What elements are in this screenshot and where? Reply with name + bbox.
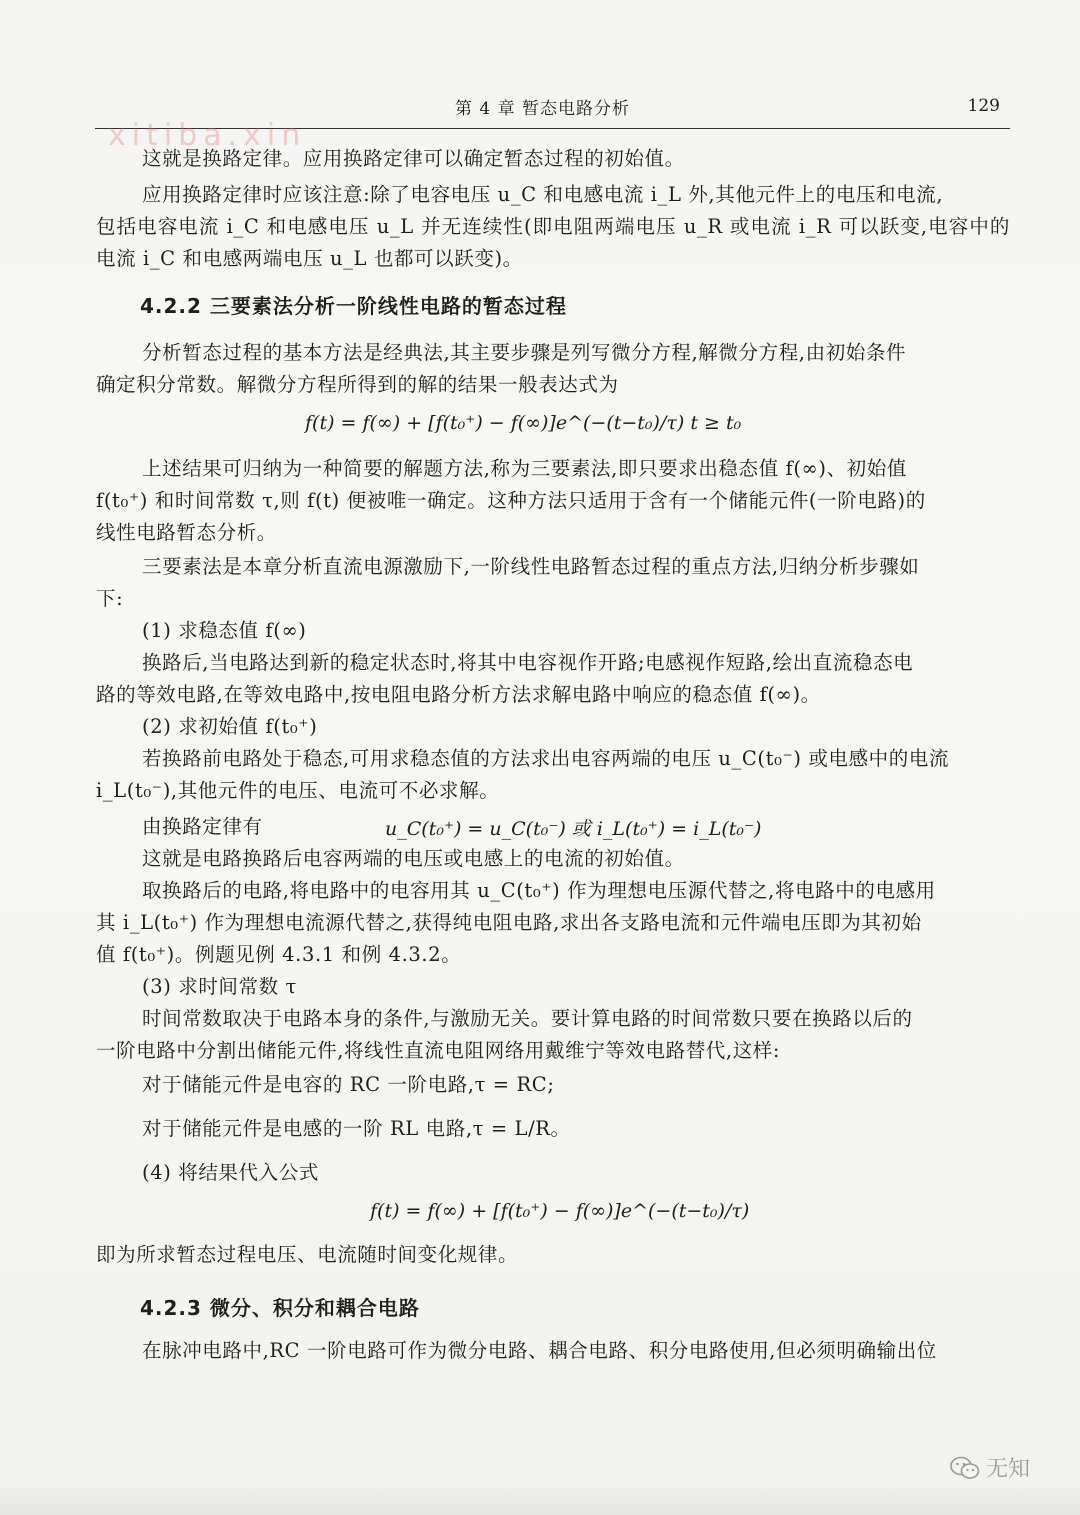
- paragraph-line: 在脉冲电路中,RC 一阶电路可作为微分电路、耦合电路、积分电路使用,但必须明确输出位: [142, 1339, 937, 1362]
- paragraph-line: 线性电路暂态分析。: [96, 521, 277, 544]
- paragraph-line: 上述结果可归纳为一种简要的解题方法,称为三要素法,即只要求出稳态值 f(∞)、初始值: [142, 457, 907, 480]
- paragraph-line: 时间常数取决于电路本身的条件,与激励无关。要计算电路的时间常数只要在换路以后的: [142, 1007, 913, 1030]
- paragraph-line: f(t₀⁺) 和时间常数 τ,则 f(t) 便被唯一确定。这种方法只适用于含有一个储能元件(一阶电路)的: [96, 489, 926, 512]
- paragraph-line: 确定积分常数。解微分方程所得到的解的结果一般表达式为: [96, 373, 619, 396]
- paragraph-line: 电流 i_C 和电感两端电压 u_L 也都可以跃变)。: [96, 247, 523, 270]
- step-heading: (2) 求初始值 f(t₀⁺): [142, 715, 318, 738]
- paragraph-line: 取换路后的电路,将电路中的电容用其 u_C(t₀⁺) 作为理想电压源代替之,将电路中的电感用: [142, 879, 936, 902]
- source-logo-text: 无知: [986, 1457, 1031, 1482]
- paragraph-line: 由换路定律有: [142, 815, 263, 838]
- paragraph-line: i_L(t₀⁻),其他元件的电压、电流可不必求解。: [96, 779, 500, 802]
- paragraph-line: 其 i_L(t₀⁺) 作为理想电流源代替之,获得纯电阻电路,求出各支路电流和元件端电压即为其初始: [96, 911, 922, 934]
- source-logo: [950, 1452, 1030, 1483]
- paragraph-line: 包括电容电流 i_C 和电感电压 u_L 并无连续性(即电阻两端电压 u_R 或电流 i_R 可以跃变,电容中的: [96, 215, 1010, 238]
- paragraph-line: 下:: [96, 587, 124, 610]
- paragraph-line: 这就是电路换路后电容两端的电压或电感上的电流的初始值。: [142, 847, 685, 870]
- step-heading: (4) 将结果代入公式: [142, 1161, 319, 1184]
- paragraph-line: 分析暂态过程的基本方法是经典法,其主要步骤是列写微分方程,解微分方程,由初始条件: [142, 341, 907, 364]
- paragraph-line: 即为所求暂态过程电压、电流随时间变化规律。: [96, 1243, 519, 1266]
- watermark-text: xitiba.xin: [108, 118, 307, 153]
- paragraph-line: 应用换路定律时应该注意:除了电容电压 u_C 和电感电流 i_L 外,其他元件上的电压和电流,: [142, 183, 944, 206]
- paragraph-line: 对于储能元件是电感的一阶 RL 电路,τ = L/R。: [142, 1117, 571, 1140]
- page-bottom-edge: [0, 1488, 1080, 1515]
- paragraph-line: 若换路前电路处于稳态,可用求稳态值的方法求出电容两端的电压 u_C(t₀⁻) 或电感中的电流: [142, 747, 950, 770]
- formula: u_C(t₀⁺) = u_C(t₀⁻) 或 i_L(t₀⁺) = i_L(t₀⁻): [385, 818, 762, 840]
- step-heading: (1) 求稳态值 f(∞): [142, 619, 307, 642]
- wechat-icon: [950, 1455, 980, 1481]
- chapter-title: 第 4 章 暂态电路分析: [455, 99, 631, 119]
- formula: f(t) = f(∞) + [f(t₀⁺) − f(∞)]e^(−(t−t₀)/τ): [370, 1200, 750, 1222]
- section-heading: 4.2.3 微分、积分和耦合电路: [140, 1296, 420, 1320]
- formula: f(t) = f(∞) + [f(t₀⁺) − f(∞)]e^(−(t−t₀)/τ) t ≥ t₀: [305, 412, 742, 434]
- paragraph-line: 这就是换路定律。应用换路定律可以确定暂态过程的初始值。: [142, 147, 685, 170]
- paragraph-line: 对于储能元件是电容的 RC 一阶电路,τ = RC;: [142, 1073, 555, 1096]
- paragraph-line: 三要素法是本章分析直流电源激励下,一阶线性电路暂态过程的重点方法,归纳分析步骤如: [142, 555, 920, 578]
- section-heading: 4.2.2 三要素法分析一阶线性电路的暂态过程: [140, 294, 567, 318]
- paragraph-line: 一阶电路中分割出储能元件,将线性直流电阻网络用戴维宁等效电路替代,这样:: [96, 1039, 781, 1062]
- paragraph-line: 换路后,当电路达到新的稳定状态时,将其中电容视作开路;电感视作短路,绘出直流稳态电: [142, 651, 914, 674]
- paragraph-line: 值 f(t₀⁺)。例题见例 4.3.1 和例 4.3.2。: [96, 943, 462, 966]
- paragraph-line: 路的等效电路,在等效电路中,按电阻电路分析方法求解电路中响应的稳态值 f(∞)。: [96, 683, 821, 706]
- step-heading: (3) 求时间常数 τ: [142, 975, 297, 998]
- page-number: 129: [967, 96, 1000, 116]
